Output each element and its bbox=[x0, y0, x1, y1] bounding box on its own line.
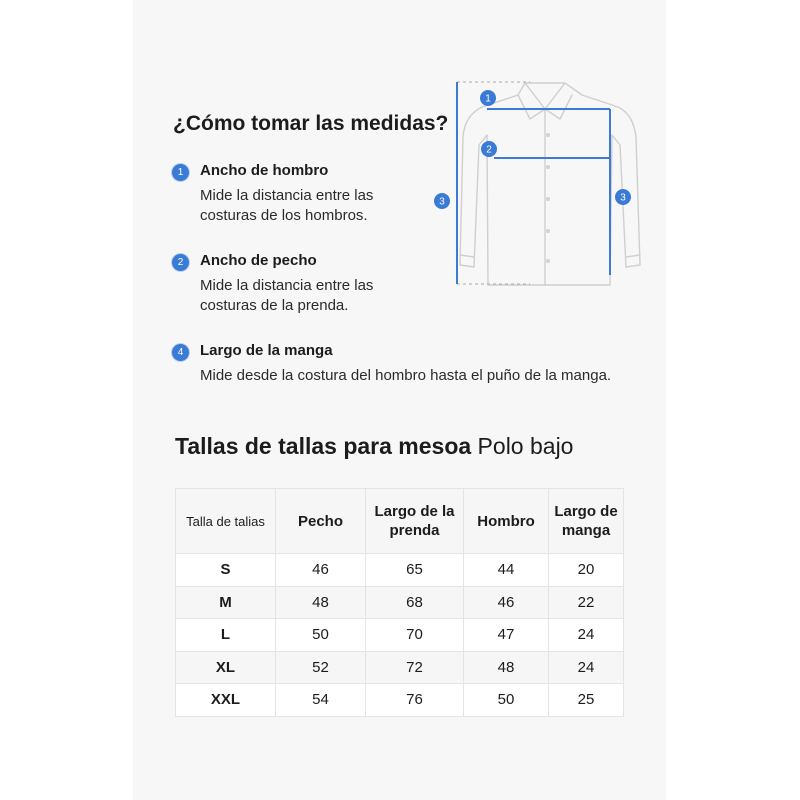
marker-length-right-label: 3 bbox=[620, 192, 626, 204]
cell-size: XXL bbox=[176, 684, 276, 717]
marker-shoulder-label: 1 bbox=[485, 93, 491, 105]
size-table-title-bold: Tallas de tallas para mesoa bbox=[175, 433, 472, 459]
cell-shoulder: 48 bbox=[464, 651, 549, 684]
cell-chest: 54 bbox=[276, 684, 366, 717]
step-title: Ancho de pecho bbox=[200, 252, 317, 269]
header-sleeve-length: Largo de manga bbox=[549, 489, 624, 554]
marker-chest-label: 2 bbox=[486, 144, 492, 156]
cell-length: 70 bbox=[366, 619, 464, 652]
table-header-row bbox=[176, 489, 624, 554]
cell-size: XL bbox=[176, 651, 276, 684]
cell-chest: 52 bbox=[276, 651, 366, 684]
step-number-badge: 2 bbox=[172, 254, 189, 271]
table-row bbox=[176, 554, 624, 587]
header-size: Talla de talias bbox=[176, 489, 276, 554]
cell-sleeve: 24 bbox=[549, 651, 624, 684]
shirt-diagram-icon bbox=[430, 75, 645, 290]
cell-chest: 50 bbox=[276, 619, 366, 652]
step-description: Mide la distancia entre las costuras de la prenda. bbox=[200, 277, 374, 314]
cell-length: 65 bbox=[366, 554, 464, 587]
step-title: Ancho de hombro bbox=[200, 162, 329, 179]
cell-length: 68 bbox=[366, 586, 464, 619]
cell-chest: 48 bbox=[276, 586, 366, 619]
step-title: Largo de la manga bbox=[200, 342, 333, 359]
step-description: Mide la distancia entre las costuras de los hombros. bbox=[200, 187, 374, 224]
table-row bbox=[176, 619, 624, 652]
step-description: Mide desde la costura del hombro hasta el puño de la manga. bbox=[200, 367, 612, 384]
cell-size: L bbox=[176, 619, 276, 652]
cell-size: M bbox=[176, 586, 276, 619]
size-table-title-rest: Polo bajo bbox=[471, 433, 574, 459]
table-row bbox=[176, 586, 624, 619]
cell-shoulder: 50 bbox=[464, 684, 549, 717]
cell-length: 76 bbox=[366, 684, 464, 717]
cell-sleeve: 24 bbox=[549, 619, 624, 652]
step-number-badge: 4 bbox=[172, 344, 189, 361]
cell-shoulder: 46 bbox=[464, 586, 549, 619]
header-chest: Pecho bbox=[276, 489, 366, 554]
cell-sleeve: 25 bbox=[549, 684, 624, 717]
size-table bbox=[175, 488, 624, 717]
cell-chest: 46 bbox=[276, 554, 366, 587]
cell-sleeve: 20 bbox=[549, 554, 624, 587]
size-table-title bbox=[175, 433, 573, 460]
cell-shoulder: 47 bbox=[464, 619, 549, 652]
table-row bbox=[176, 684, 624, 717]
measure-heading: ¿Cómo tomar las medidas? bbox=[173, 112, 449, 135]
cell-size: S bbox=[176, 554, 276, 587]
step-number-badge: 1 bbox=[172, 164, 189, 181]
header-shoulder: Hombro bbox=[464, 489, 549, 554]
cell-length: 72 bbox=[366, 651, 464, 684]
marker-length-left-label: 3 bbox=[439, 196, 445, 208]
table-row bbox=[176, 651, 624, 684]
cell-sleeve: 22 bbox=[549, 586, 624, 619]
cell-shoulder: 44 bbox=[464, 554, 549, 587]
header-garment-length: Largo de la prenda bbox=[366, 489, 464, 554]
